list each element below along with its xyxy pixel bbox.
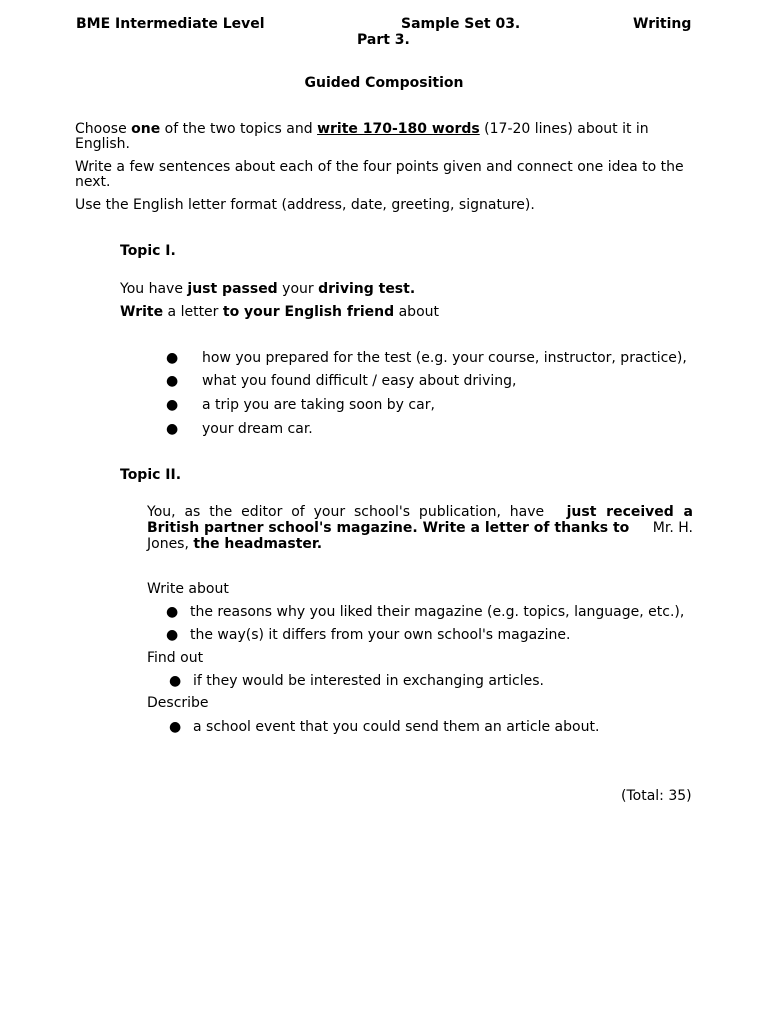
- page-title: Guided Composition: [304, 75, 464, 91]
- instruction-line-3: Use the English letter format (address, date, greeting, signature).: [75, 197, 535, 213]
- bullet-icon: ●: [166, 627, 179, 643]
- describe-label: Describe: [147, 695, 209, 711]
- instruction-line-2: Write a few sentences about each of the four points given and connect one idea to the: [75, 159, 684, 175]
- header-writing: Writing: [633, 16, 692, 32]
- bullet-icon: ●: [169, 673, 182, 689]
- topic-2-para-line-2: [147, 520, 693, 536]
- topic-text: a letter: [163, 304, 223, 320]
- bullet-icon: ●: [169, 719, 182, 735]
- topic-1-heading: Topic I.: [120, 243, 176, 259]
- instruction-text: of the two topics and: [160, 121, 318, 137]
- describe-bullet: a school event that you could send them an article about.: [193, 719, 600, 735]
- topic-1-bullet: how you prepared for the test (e.g. your course, instructor, practice),: [202, 350, 687, 366]
- header-part: Part 3.: [357, 32, 410, 48]
- topic-1-line-1: [120, 281, 415, 297]
- topic-text: Mr. H.: [648, 520, 693, 536]
- write-about-label: Write about: [147, 581, 229, 597]
- topic-1-bullet: a trip you are taking soon by car,: [202, 397, 435, 413]
- topic-1-bullet: your dream car.: [202, 421, 313, 437]
- topic-text: You, as the editor of your school's publication, have: [147, 504, 549, 520]
- word-count-requirement: write 170-180 words: [317, 121, 480, 137]
- find-out-label: Find out: [147, 650, 204, 666]
- find-out-bullet: if they would be interested in exchanging articles.: [193, 673, 544, 689]
- instruction-line-1b: English.: [75, 136, 131, 152]
- bullet-icon: ●: [166, 604, 179, 620]
- bullet-icon: ●: [166, 397, 179, 413]
- topic-emphasis: driving test.: [318, 281, 416, 297]
- topic-2-heading: Topic II.: [120, 467, 182, 483]
- topic-emphasis: Write: [120, 304, 164, 320]
- topic-text: You have: [120, 281, 188, 297]
- write-about-bullet: the reasons why you liked their magazine (e.g. topics, language, etc.),: [190, 604, 685, 620]
- instruction-line-1: [75, 121, 649, 137]
- topic-text: your: [277, 281, 319, 297]
- instruction-text: (17-20 lines) about it in: [479, 121, 649, 137]
- header-level: BME Intermediate Level: [76, 16, 265, 32]
- topic-text: about: [394, 304, 439, 320]
- header-set: Sample Set 03.: [401, 16, 521, 32]
- bullet-icon: ●: [166, 421, 179, 437]
- topic-emphasis: just passed: [187, 281, 278, 297]
- topic-emphasis: just received a: [566, 504, 693, 520]
- topic-2-para-line-3: [147, 536, 322, 552]
- topic-text: Jones,: [147, 536, 194, 552]
- bullet-icon: ●: [166, 373, 179, 389]
- write-about-bullet: the way(s) it differs from your own school's magazine.: [190, 627, 571, 643]
- instruction-line-2b: next.: [75, 174, 111, 190]
- topic-emphasis: the headmaster.: [193, 536, 323, 552]
- instruction-emphasis: one: [131, 121, 161, 137]
- bullet-icon: ●: [166, 350, 179, 366]
- total-score: (Total: 35): [621, 788, 692, 804]
- topic-emphasis: British partner school's magazine. Write a letter of thanks to: [147, 520, 630, 536]
- topic-emphasis: to your English friend: [222, 304, 395, 320]
- topic-1-bullet: what you found difficult / easy about driving,: [202, 373, 517, 389]
- topic-1-line-2: [120, 304, 439, 320]
- instruction-text: Choose: [75, 121, 132, 137]
- topic-2-para-line-1: [147, 504, 693, 520]
